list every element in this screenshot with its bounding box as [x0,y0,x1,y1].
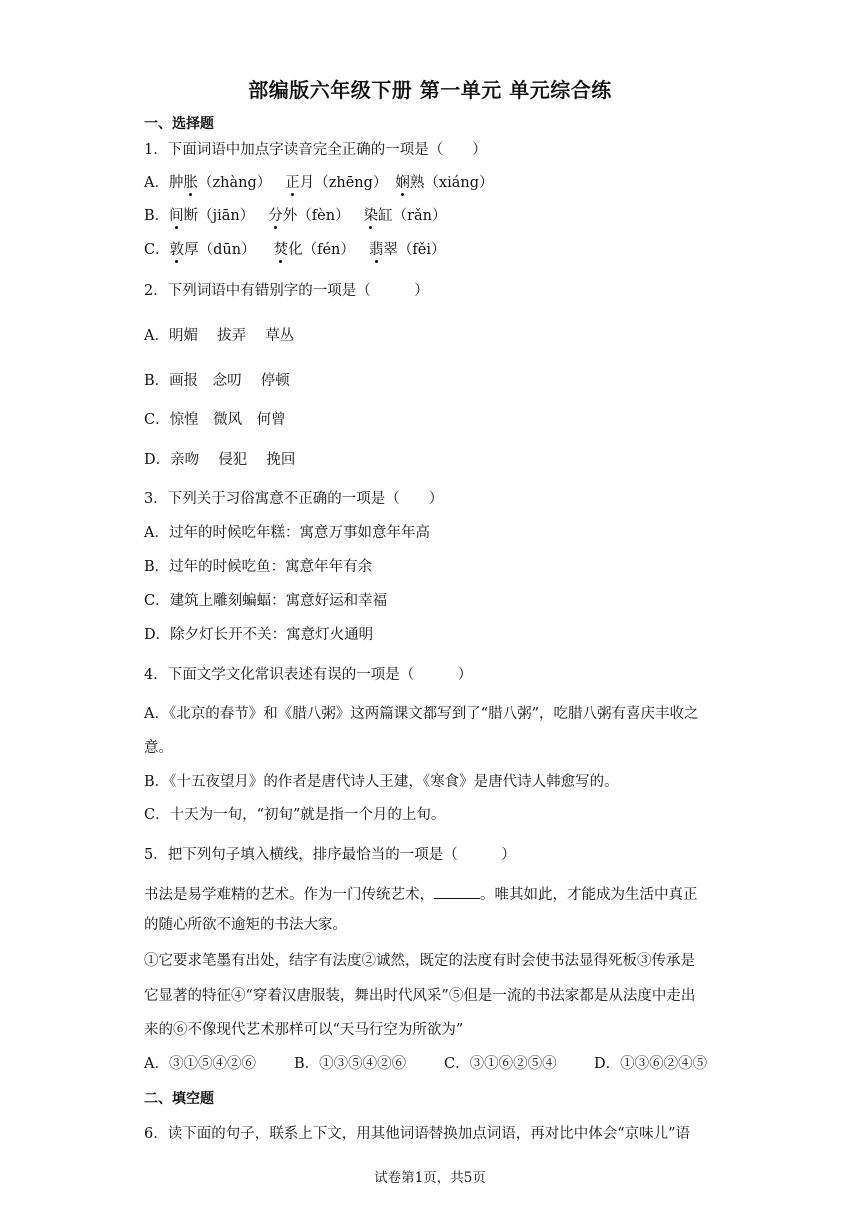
question-5-passage-line-2: 的随心所欲不逾矩的书法大家。 [144,917,347,933]
question-6-stem: 6．读下面的句子，联系上下文，用其他词语替换加点词语，再对比中体会“京味儿”语 [144,1126,691,1142]
dotted-char: 间 [169,208,184,224]
word-rest: 厚（dūn） [184,242,256,258]
question-4-option-b: B．《十五夜望月》的作者是唐代诗人王建，《寒食》是唐代诗人韩愈写的。 [144,774,619,790]
passage-text: 书法是易学难精的艺术。作为一门传统艺术， [144,887,434,903]
question-1-stem: 1．下面词语中加点字读音完全正确的一项是（ ） [144,142,487,158]
word-rest: 翠（fěi） [383,242,446,258]
question-3-option-d: D．除夕灯长开不关：寓意灯火通明 [144,627,374,643]
question-5-sentence-line-1: ①它要求笔墨有出处，结字有法度②诚然，既定的法度有时会使书法显得死板③传承是 [144,953,695,969]
question-2-stem: 2．下列词语中有错别字的一项是（ ） [144,283,429,299]
dotted-char: 翡 [368,242,384,258]
dotted-char: 胀 [183,175,198,191]
option-label: B． [144,208,170,224]
question-1-option-a [144,173,724,193]
page-footer: 试卷第1页，共5页 [374,1170,486,1186]
question-1-option-c [144,240,724,260]
passage-text: 。唯其如此，才能成为生活中真正 [480,887,698,903]
dotted-char: 正 [285,175,300,191]
option-d: D．①③⑥②④⑤ [594,1056,708,1072]
question-5-passage-line-1 [144,884,724,905]
question-3-stem: 3．下列关于习俗寓意不正确的一项是（ ） [144,491,444,507]
word-rest: 熟（xiáng） [409,175,494,191]
question-3-option-b: B．过年的时候吃鱼：寓意年年有余 [144,559,373,575]
word-rest: 缸（rǎn） [378,208,447,224]
question-3-option-c: C．建筑上雕刻蝙蝠：寓意好运和幸福 [144,593,388,609]
question-4-option-a: A．《北京的春节》和《腊八粥》这两篇课文都写到了“腊八粥”，吃腊八粥有喜庆丰收之 [144,706,699,722]
word-char: 肿 [168,175,184,191]
question-1-option-b [144,206,724,226]
question-4-option-a-cont: 意。 [144,740,173,756]
word-rest: 月（zhēng） [299,175,388,191]
question-2-option-d: D．亲吻 侵犯 挽回 [144,452,296,468]
fill-blank [434,884,480,899]
option-a: A．③①⑤④②⑥ [144,1056,256,1072]
question-2-option-b: B．画报 念叨 停顿 [144,373,290,389]
dotted-char: 分 [268,208,283,224]
question-4-stem: 4．下面文学文化常识表述有误的一项是（ ） [144,667,473,683]
question-5-sentence-line-2: 它显著的特征④“穿着汉唐服装，舞出时代风采”⑤但是一流的书法家都是从法度中走出 [144,988,696,1004]
word-rest: 化（fén） [288,242,355,258]
word-rest: 外（fèn） [282,208,350,224]
question-5-options [144,1054,724,1074]
question-3-option-a: A．过年的时候吃年糕：寓意万事如意年年高 [144,525,430,541]
question-5-sentence-line-3: 来的⑥不像现代艺术那样可以“天马行空为所欲为” [144,1022,464,1038]
dotted-char: 娴 [395,175,410,191]
dotted-char: 敦 [169,242,185,258]
section-heading-choice: 一、选择题 [144,116,214,132]
option-b: B．①③⑤④②⑥ [294,1056,407,1072]
page-title: 部编版六年级下册 第一单元 单元综合练 [248,78,612,102]
option-label: C． [144,242,170,258]
question-5-stem: 5．把下列句子填入横线，排序最恰当的一项是（ ） [144,847,516,863]
dotted-char: 染 [363,208,379,224]
question-4-option-c: C．十天为一旬，“初旬”就是指一个月的上旬。 [144,807,446,823]
option-c: C．③①⑥②⑤④ [444,1056,557,1072]
question-2-option-c: C．惊惶 微风 何曾 [144,412,286,428]
pinyin: （zhàng） [197,175,272,191]
word-rest: 断（jiān） [183,208,255,224]
question-2-option-a: A．明媚 拔弄 草丛 [144,328,295,344]
dotted-char: 焚 [273,242,289,258]
section-heading-fill: 二、填空题 [144,1091,214,1107]
option-label: A． [144,175,169,191]
